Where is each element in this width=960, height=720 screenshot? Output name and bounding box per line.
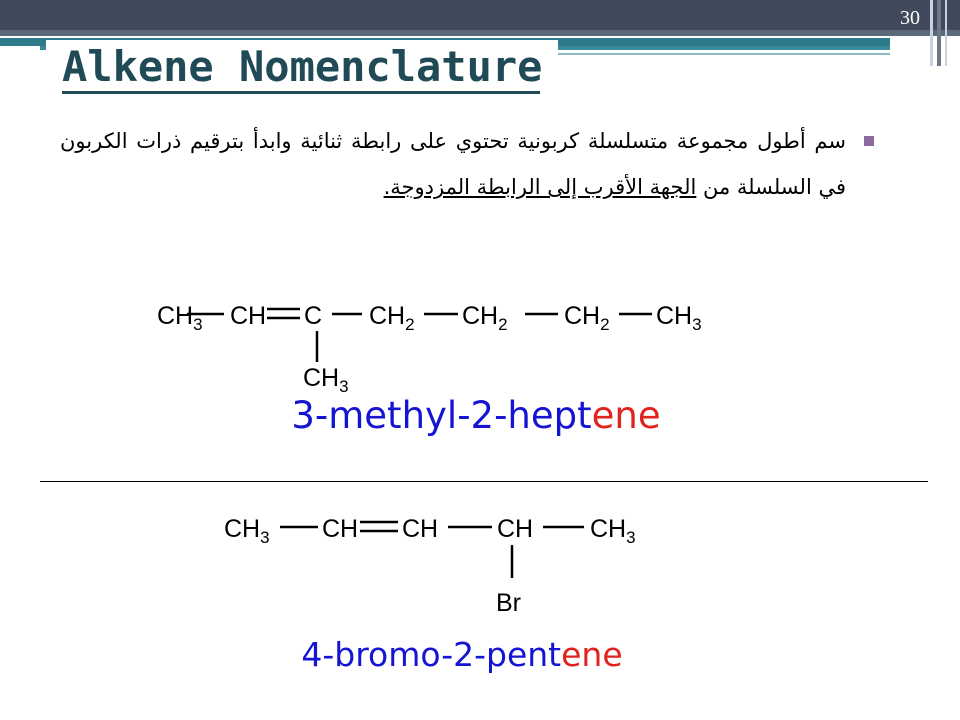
chain1-atom-2: CH — [230, 302, 267, 330]
chain1-atom-1: $CH_3$ — [157, 302, 203, 334]
chain1-atom-5: $CH_2$ — [462, 302, 508, 334]
rule-text-main: سم أطول مجموعة متسلسلة كربونية تحتوي على رابطة ثنائية وابدأ بترقيم ذرات الكربون في السلسلة من — [60, 129, 846, 199]
chain2-atom-4: CH — [497, 515, 534, 543]
page-number: 30 — [900, 7, 920, 29]
chain1-atom-3: C — [304, 302, 323, 330]
chain2-atom-1: $CH_3$ — [224, 515, 270, 547]
chain1-atom-4: $CH_2$ — [369, 302, 415, 334]
rule-text-underlined: الجهة الأقرب إلى الرابطة المزدوجة. — [383, 175, 697, 199]
slide-title: Alkene Nomenclature — [46, 40, 558, 94]
compound-name-2-suffix: ene — [561, 635, 623, 674]
substituent1-atom: $CH_3$ — [303, 364, 349, 396]
chain2-atom-3: CH — [402, 515, 439, 543]
chain2-atom-5: $CH_3$ — [590, 515, 636, 547]
substituent2-atom: Br — [496, 589, 521, 617]
chain1-atom-7: $CH_3$ — [656, 302, 702, 334]
chain1-atom-6: $CH_2$ — [564, 302, 610, 334]
compound-name-1-suffix: ene — [591, 394, 661, 437]
compound-name-1-stem: 3-methyl-2-hept — [291, 394, 592, 437]
chain2-atom-2: CH — [322, 515, 359, 543]
svg-text:4-bromo-2-pentene — [301, 635, 622, 674]
compound-name-2-stem: 4-bromo-2-pent — [301, 635, 562, 674]
